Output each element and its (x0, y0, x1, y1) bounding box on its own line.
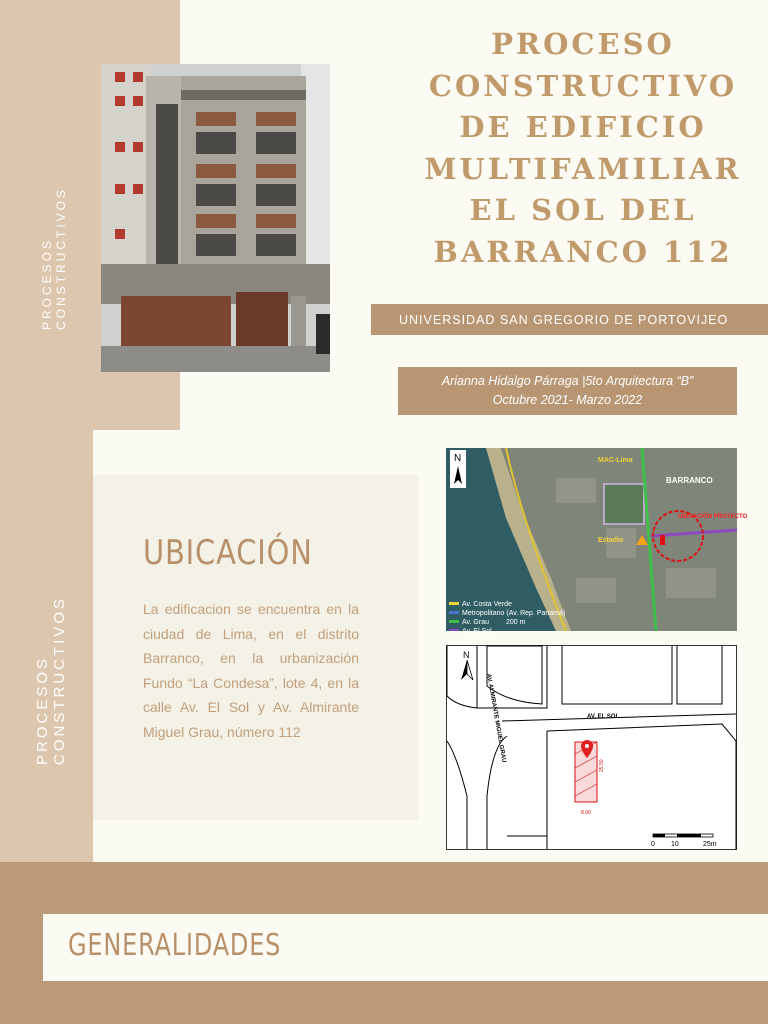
map-label-estadio: Estadio (598, 537, 624, 544)
author-band (398, 367, 737, 415)
map-legend-item: Av. Costa Verde (462, 601, 512, 608)
university-name: UNIVERSIDAD SAN GREGORIO DE PORTOVIJEO (399, 312, 729, 327)
map-label-district: BARRANCO (666, 476, 713, 485)
title-line: EL SOL DEL (469, 193, 697, 227)
map-scale-label: 200 m (506, 619, 526, 626)
satellite-map (446, 448, 748, 635)
dates-line: Octubre 2021- Marzo 2022 (492, 393, 643, 407)
sidebar-label-top: PROCESOS CONSTRUCTIVOS (40, 186, 68, 330)
document-title (418, 24, 748, 273)
scale-label: 0 (651, 841, 655, 848)
university-band (371, 304, 768, 335)
plot-width-label: 8.00 (581, 810, 591, 816)
title-line: BARRANCO 112 (433, 234, 733, 269)
plot-depth-label: 25.50 (599, 759, 605, 772)
street-label-grau: AV. ALMIRANTE MIGUEL GRAU (485, 673, 507, 763)
scale-label: 25m (703, 841, 717, 848)
plan-north-label: N (463, 650, 470, 660)
ubicacion-description: La edificacion se encuentra en la ciudad de Lima, en el distrito Barranco, en la urbanización Fundo “La Condesa”, lote 4, en la calle Av. El Sol y Av. Almirante Miguel Grau, número 112 (143, 601, 359, 740)
map-north-label: N (454, 453, 462, 464)
author-line: Arianna Hidalgo Párraga |5to Arquitectura “B” (441, 374, 694, 388)
map-label-ubicacion: UBICACIÓN PROYECTO (678, 514, 748, 520)
street-label-el-sol: AV. EL SOL (587, 714, 620, 720)
generalidades-heading: GENERALIDADES (68, 928, 282, 963)
ubicacion-heading: UBICACIÓN (143, 533, 313, 573)
map-label-mac: MAC-Lima (598, 457, 633, 464)
map-legend-item: Av. Grau (462, 619, 489, 626)
title-line: PROCESO (491, 27, 675, 61)
title-line: DE EDIFICIO (459, 110, 707, 144)
title-line: MULTIFAMILIAR (424, 151, 742, 186)
map-legend-item: Av. El Sol (462, 628, 492, 635)
sidebar-label-bottom: PROCESOS CONSTRUCTIVOS (34, 595, 68, 765)
map-legend-item: Metropolitano (Av. Rep. Panamá) (462, 610, 566, 617)
site-plan (446, 645, 737, 850)
title-line: CONSTRUCTIVO (428, 68, 738, 103)
scale-label: 10 (671, 841, 679, 848)
building-photo (101, 64, 330, 372)
